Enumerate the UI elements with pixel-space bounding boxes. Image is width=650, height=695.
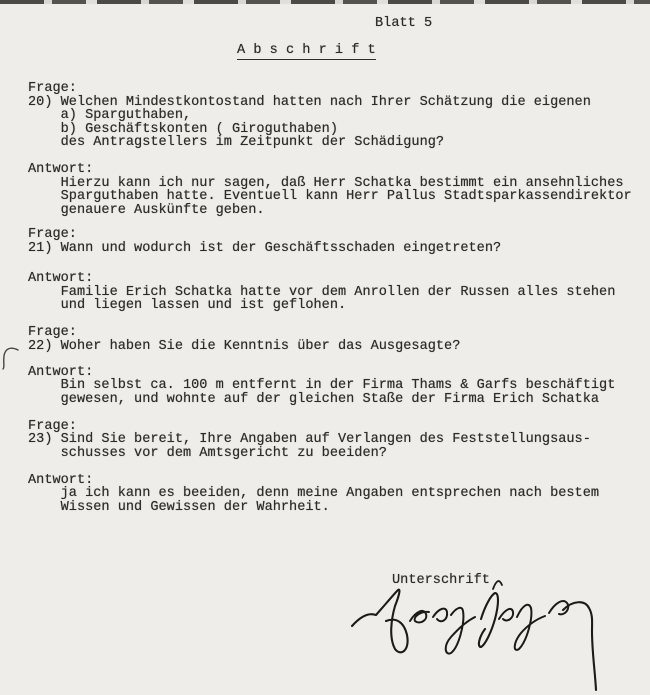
question-20-cont: des Antragstellers im Zeitpunkt der Schädigung? (28, 135, 445, 150)
question-20-item-a: a) Sparguthaben, (28, 108, 192, 123)
scan-artifact-strip (0, 0, 650, 4)
signature-strokes (352, 590, 596, 690)
answer-23-line-1: ja ich kann es beeiden, denn meine Angaben entsprechen nach bestem (28, 486, 600, 501)
answer-21-line-2: und liegen lassen und ist geflohen. (28, 298, 347, 313)
antwort-label: Antwort: (28, 271, 94, 286)
question-20-line: 20) Welchen Mindestkontostand hatten nach Ihrer Schätzung die eigenen (28, 94, 591, 110)
frage-label: Frage: (28, 418, 77, 434)
frage-label: Frage: (28, 325, 77, 340)
answer-20-line-2: Sparguthaben hatte. Eventuell kann Herr Pallus Stadtsparkassendirektor (28, 189, 632, 204)
antwort-label: Antwort: (28, 162, 94, 177)
answer-21-line-1: Familie Erich Schatka hatte vor dem Anrollen der Russen alles stehen (28, 284, 616, 300)
answer-23-line-2: Wissen und Gewissen der Wahrheit. (28, 499, 330, 515)
frage-label: Frage: (28, 227, 77, 242)
question-23-line: 23) Sind Sie bereit, Ihre Angaben auf Verlangen des Feststellungsaus- (28, 432, 591, 447)
frage-label: Frage: (28, 81, 77, 96)
sheet-number-label: Blatt 5 (375, 16, 433, 31)
question-21-line: 21) Wann und wodurch ist der Geschäftsschaden eingetreten? (28, 240, 502, 256)
signature-caret-stroke (493, 581, 502, 589)
antwort-label: Antwort: (28, 364, 94, 380)
question-20-item-b: b) Geschäftskonten ( Giroguthaben) (28, 121, 338, 137)
question-23-cont: schusses vor dem Amtsgericht zu beeiden? (28, 445, 387, 461)
answer-22-line-2: gewesen, und wohnte auf der gleichen Staße der Firma Erich Schatka (28, 391, 600, 407)
question-22-line: 22) Woher haben Sie die Kenntnis über das Ausgesagte? (28, 338, 461, 354)
answer-20-line-1: Hierzu kann ich nur sagen, daß Herr Schatka bestimmt ein ansehnliches (28, 175, 624, 191)
answer-20-line-3: genauere Auskünfte geben. (28, 202, 265, 218)
page-title: A b s c h r i f t (237, 43, 376, 58)
antwort-label: Antwort: (28, 472, 94, 488)
margin-bracket-mark (3, 348, 18, 369)
answer-22-line-1: Bin selbst ca. 100 m entfernt in der Firma Thams & Garfs beschäftigt (28, 378, 616, 393)
signature-label: Unterschrift (392, 573, 490, 588)
